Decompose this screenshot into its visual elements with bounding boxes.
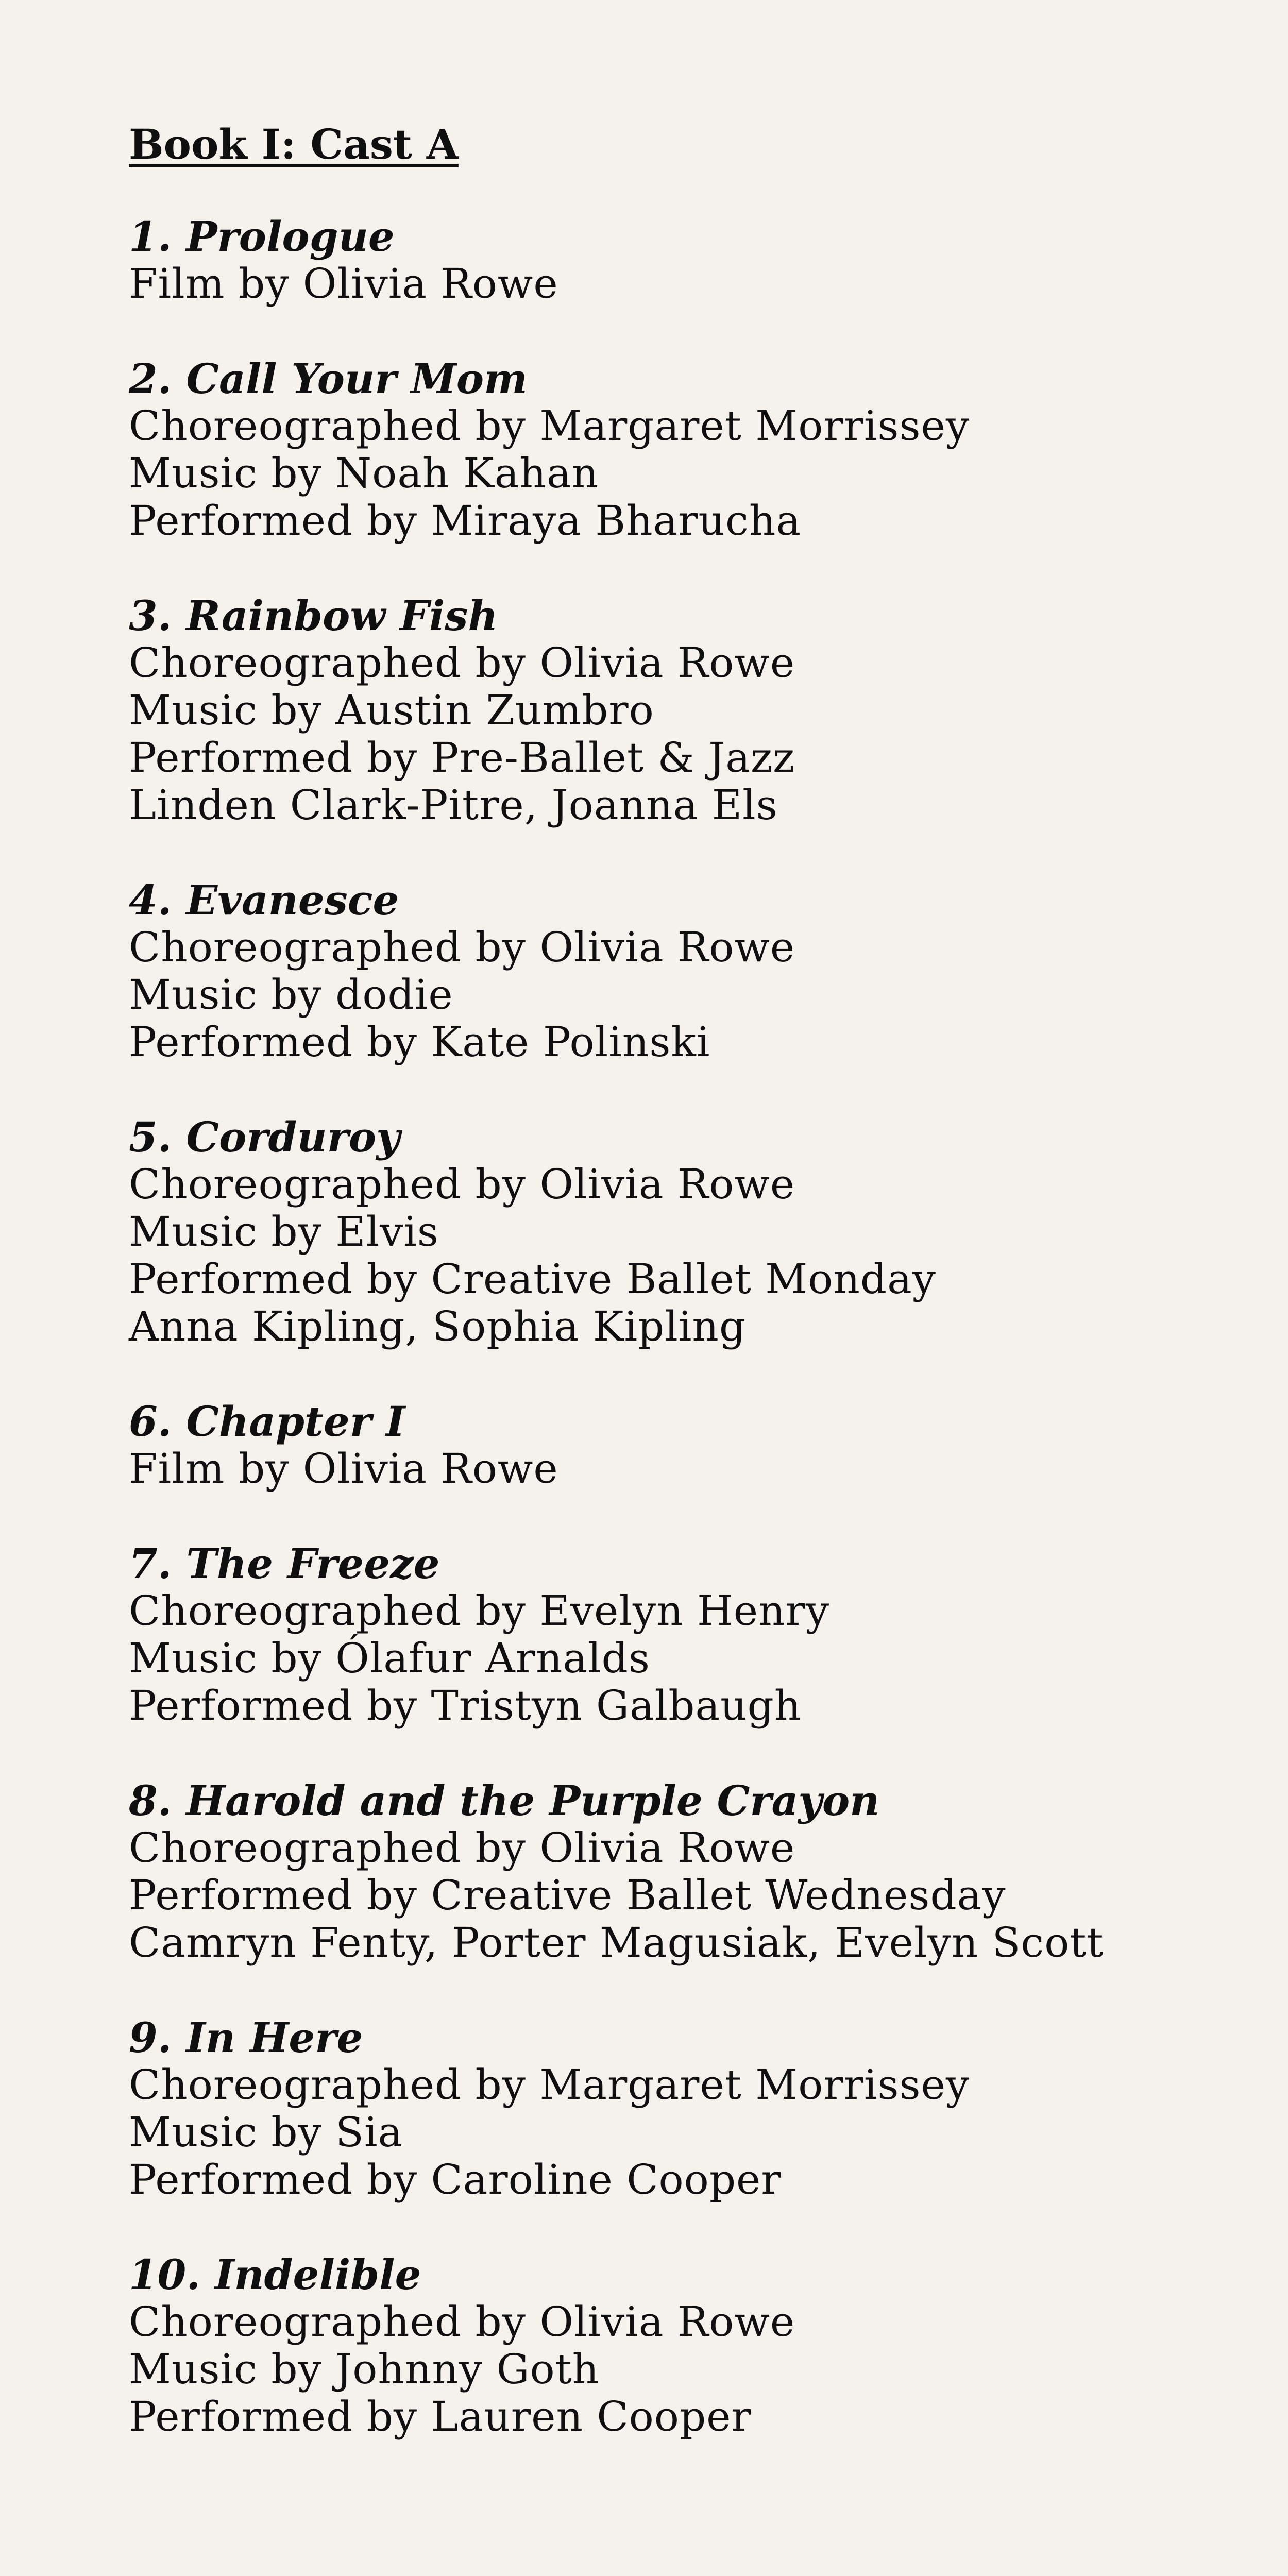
- piece-title: 7. The Freeze: [129, 1539, 440, 1588]
- piece-credit: Choreographed by Olivia Rowe: [129, 2298, 795, 2346]
- piece-7: [129, 1540, 1211, 1730]
- piece-10: [129, 2251, 1211, 2441]
- piece-title: 1. Prologue: [129, 212, 395, 261]
- piece-title: 3. Rainbow Fish: [129, 591, 498, 640]
- piece-credit: Linden Clark-Pitre, Joanna Els: [129, 781, 778, 829]
- piece-title: 5. Corduroy: [129, 1113, 400, 1161]
- book-title: Book I: Cast A: [129, 120, 459, 168]
- piece-title: 4. Evanesce: [129, 876, 399, 924]
- piece-title: 8. Harold and the Purple Crayon: [129, 1776, 880, 1825]
- piece-credit: Music by Johnny Goth: [129, 2345, 600, 2393]
- piece-6: [129, 1398, 1211, 1493]
- piece-credit: Performed by Kate Polinski: [129, 1018, 710, 1066]
- piece-credit: Music by dodie: [129, 971, 453, 1019]
- piece-credit: Choreographed by Olivia Rowe: [129, 1824, 795, 1872]
- piece-credit: Choreographed by Olivia Rowe: [129, 923, 795, 971]
- piece-title: 9. In Here: [129, 2013, 363, 2062]
- piece-credit: Choreographed by Evelyn Henry: [129, 1587, 830, 1635]
- piece-title: 2. Call Your Mom: [129, 354, 528, 403]
- piece-9: [129, 2014, 1211, 2204]
- piece-credit: Choreographed by Olivia Rowe: [129, 639, 795, 687]
- piece-title: 10. Indelible: [129, 2250, 421, 2299]
- piece-4: [129, 876, 1211, 1066]
- piece-credit: Choreographed by Olivia Rowe: [129, 1160, 795, 1208]
- piece-credit: Music by Noah Kahan: [129, 449, 599, 497]
- piece-credit: Performed by Creative Ballet Wednesday: [129, 1871, 1006, 1919]
- piece-credit: Choreographed by Margaret Morrissey: [129, 2061, 970, 2109]
- piece-credit: Performed by Tristyn Galbaugh: [129, 1682, 802, 1730]
- piece-credit: Performed by Caroline Cooper: [129, 2156, 782, 2204]
- piece-5: [129, 1113, 1211, 1350]
- piece-credit: Music by Ólafur Arnalds: [129, 1634, 650, 1682]
- piece-credit: Film by Olivia Rowe: [129, 1445, 558, 1493]
- piece-credit: Music by Sia: [129, 2108, 403, 2156]
- piece-credit: Performed by Miraya Bharucha: [129, 497, 802, 545]
- piece-credit: Anna Kipling, Sophia Kipling: [129, 1302, 747, 1350]
- piece-title: 6. Chapter I: [129, 1397, 405, 1446]
- piece-8: [129, 1777, 1211, 1967]
- piece-credit: Performed by Lauren Cooper: [129, 2393, 752, 2441]
- piece-credit: Performed by Pre-Ballet & Jazz: [129, 734, 795, 782]
- program-page: [129, 118, 1211, 2488]
- piece-2: [129, 355, 1211, 545]
- piece-credit: Film by Olivia Rowe: [129, 260, 558, 308]
- piece-3: [129, 592, 1211, 829]
- piece-credit: Camryn Fenty, Porter Magusiak, Evelyn Scott: [129, 1919, 1104, 1967]
- piece-credit: Performed by Creative Ballet Monday: [129, 1255, 936, 1303]
- piece-credit: Music by Austin Zumbro: [129, 686, 654, 734]
- piece-credit: Music by Elvis: [129, 1208, 439, 1256]
- piece-credit: Choreographed by Margaret Morrissey: [129, 402, 970, 450]
- piece-1: [129, 213, 1211, 308]
